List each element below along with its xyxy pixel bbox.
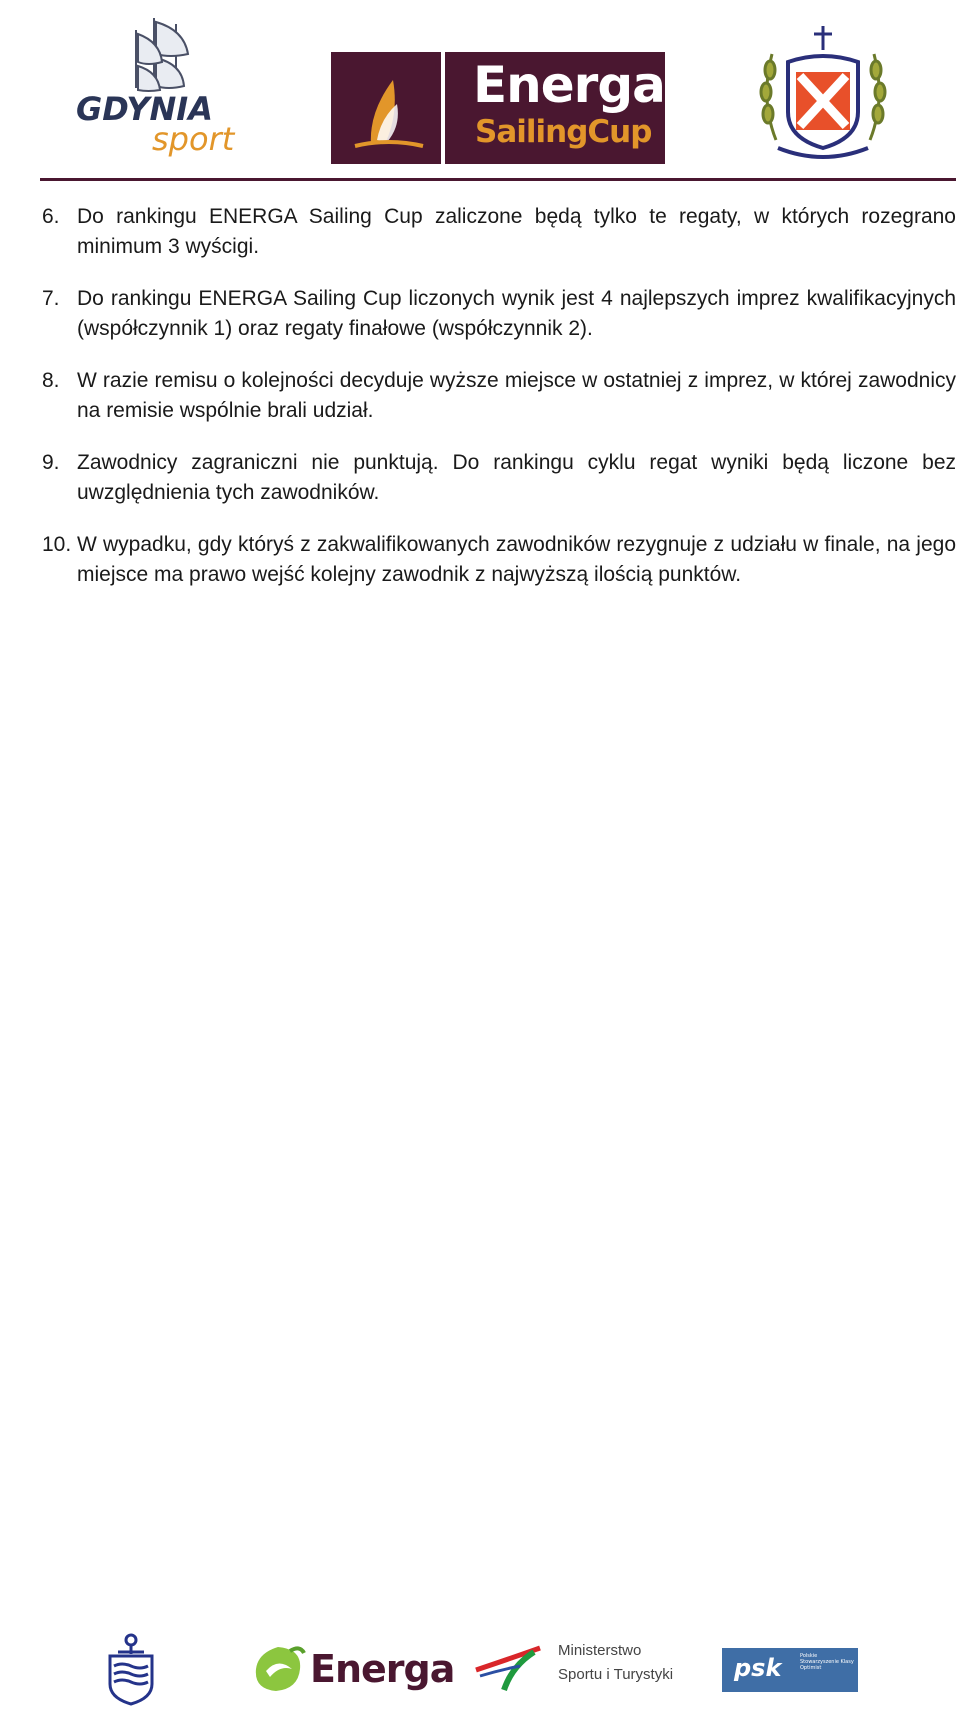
pzz-anchor-logo [102,1632,160,1706]
list-item [42,284,956,344]
sailingcup-wordmark: SailingCup [475,114,652,150]
list-item [42,448,956,508]
sail-icon [341,60,437,156]
gdynia-wordmark: GDYNIA [76,90,213,128]
list-item [42,530,956,590]
energa-wordmark: Energa [473,56,665,114]
item-text: W wypadku, gdy któryś z zakwalifikowanych zawodników rezygnuje z udziału w finale, na jego miejsce ma prawo wejść kolejny zawodnik z najwyższą ilością punktów. [77,533,956,586]
energa-sponsor-label: Energa [310,1647,455,1691]
list-item [42,202,956,262]
energa-leaf-icon [250,1643,306,1695]
ministry-line-1: Ministerstwo [558,1642,642,1659]
item-number: 8. [42,369,60,392]
ministry-line-2: Sportu i Turystyki [558,1666,674,1683]
item-number: 10. [42,533,72,556]
header-divider [40,178,956,181]
anchor-icon [102,1632,160,1706]
item-number: 9. [42,451,60,474]
list-item [42,366,956,426]
energa-sailing-cup-logo [331,52,665,164]
sport-wordmark: sport [152,120,235,158]
item-text: Do rankingu ENERGA Sailing Cup zaliczone będą tylko te regaty, w których rozegrano minimum 3 wyścigi. [77,205,956,258]
psk-label: psk [734,1654,782,1682]
item-number: 7. [42,287,60,310]
club-crest-logo [758,20,888,162]
item-number: 6. [42,205,60,228]
psk-logo [722,1648,858,1692]
ministry-swoosh-icon [470,1640,550,1696]
gdynia-sport-logo [66,4,246,162]
item-text: Zawodnicy zagraniczni nie punktują. Do rankingu cyklu regat wyniki będą liczone bez uwzględnienia tych zawodników. [77,451,956,504]
logo-divider [441,52,445,164]
energa-sponsor-logo [250,1643,455,1695]
item-text: W razie remisu o kolejności decyduje wyższe miejsce w ostatniej z imprez, w której zawodnicy na remisie wspólnie brali udział. [77,369,956,422]
ministry-logo [470,1640,680,1696]
item-text: Do rankingu ENERGA Sailing Cup liczonych wynik jest 4 najlepszych imprez kwalifikacyjnych (współczynnik 1) oraz regaty finałowe (współczynnik 2). [77,287,956,340]
psk-full-name: Polskie Stowarzyszenie Klasy Optimist [800,1653,854,1671]
rules-list [42,202,956,612]
